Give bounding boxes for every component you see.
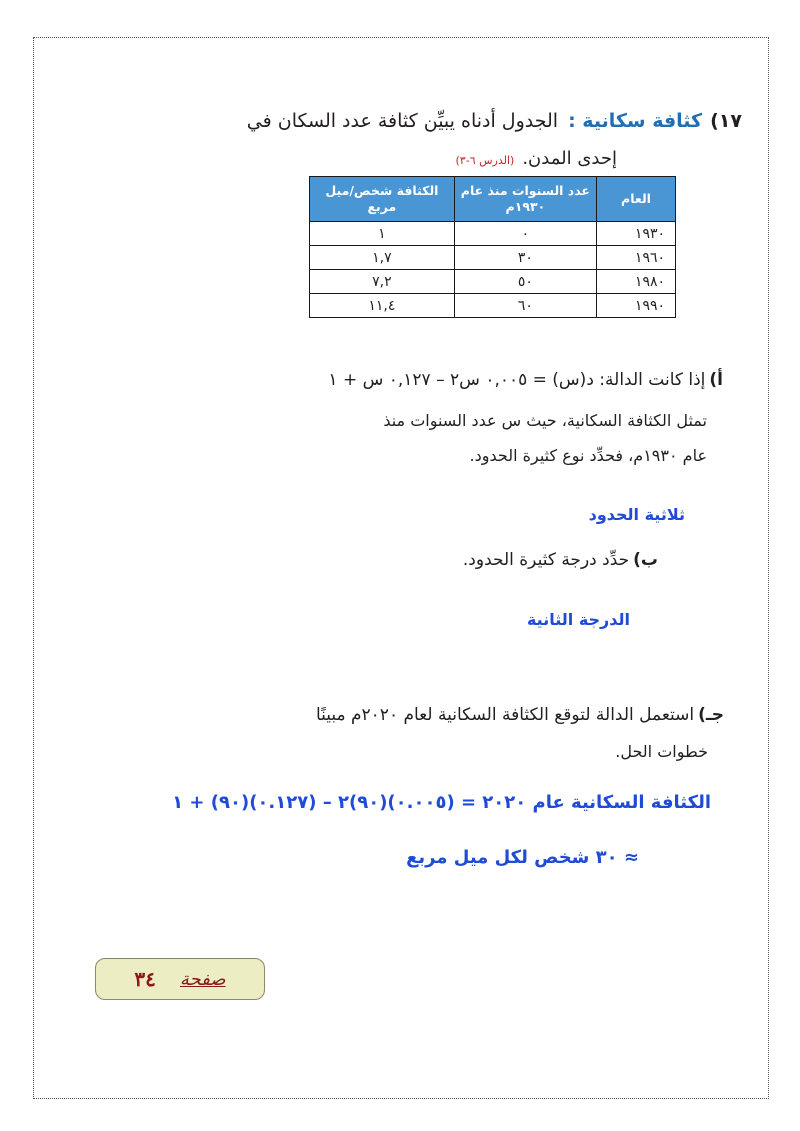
part-c-answer-line1: الكثافة السكانية عام ٢٠٢٠ = (٠.٠٠٥)(٩٠)٢ – (٠.١٢٧)(٩٠) + ١ (172, 792, 711, 813)
cell-year: ١٩٦٠ (597, 246, 676, 270)
cell-year: ١٩٨٠ (597, 270, 676, 294)
part-a-label: أ) (709, 370, 723, 390)
table-row (310, 246, 676, 270)
cell-density: ١١,٤ (310, 294, 455, 318)
part-c-line2: خطوات الحل. (615, 742, 708, 761)
part-b-answer: الدرجة الثانية (526, 610, 630, 629)
table-row (310, 270, 676, 294)
cell-years-since: ٣٠ (454, 246, 596, 270)
question-line2: إحدى المدن. (522, 148, 617, 169)
part-a-answer: ثلاثية الحدود (588, 505, 685, 524)
cell-year: ١٩٩٠ (597, 294, 676, 318)
table-header-row (310, 177, 676, 222)
cell-years-since: ٦٠ (454, 294, 596, 318)
part-c-answer-line2: ≈ ٣٠ شخص لكل ميل مربع (406, 847, 639, 868)
header-density: الكثافة شخص/ميل مربع (310, 177, 455, 222)
page-number-badge (95, 958, 265, 1000)
part-a-line1-wrap (328, 370, 723, 390)
page-number: ٣٤ (134, 967, 156, 991)
part-c-line1-wrap (316, 705, 724, 725)
cell-density: ١ (310, 222, 455, 246)
part-b-label: ب) (633, 550, 658, 570)
question-topic: كثافة سكانية : (568, 110, 703, 132)
part-a-line2: تمثل الكثافة السكانية، حيث س عدد السنوات منذ (383, 411, 707, 430)
part-a-line3: عام ١٩٣٠م، فحدِّد نوع كثيرة الحدود. (469, 446, 707, 465)
table-row (310, 222, 676, 246)
table-row (310, 294, 676, 318)
header-years-since: عدد السنوات منذ عام ١٩٣٠م (454, 177, 596, 222)
density-table (309, 176, 676, 318)
question-line1: الجدول أدناه يبيِّن كثافة عدد السكان في (246, 110, 559, 132)
lesson-ref: (الدرس ٦-٣) (455, 154, 515, 167)
question-heading (247, 110, 742, 132)
cell-density: ١,٧ (310, 246, 455, 270)
cell-density: ٧,٢ (310, 270, 455, 294)
cell-years-since: ٠ (454, 222, 596, 246)
part-c-line1: استعمل الدالة لتوقع الكثافة السكانية لعام ٢٠٢٠م مبينًا (315, 705, 695, 725)
cell-year: ١٩٣٠ (597, 222, 676, 246)
part-c-label: جـ) (698, 705, 724, 725)
page-word: صفحة (179, 968, 226, 990)
question-line2-wrap (455, 148, 617, 169)
part-a-line1: إذا كانت الدالة: د(س) = ٠,٠٠٥ س٢ – ٠,١٢٧ س + ١ (328, 370, 706, 390)
part-b-text: حدِّد درجة كثيرة الحدود. (462, 550, 630, 570)
cell-years-since: ٥٠ (454, 270, 596, 294)
part-b-wrap (463, 550, 658, 570)
question-number: ١٧) (710, 110, 742, 132)
header-year: العام (597, 177, 676, 222)
